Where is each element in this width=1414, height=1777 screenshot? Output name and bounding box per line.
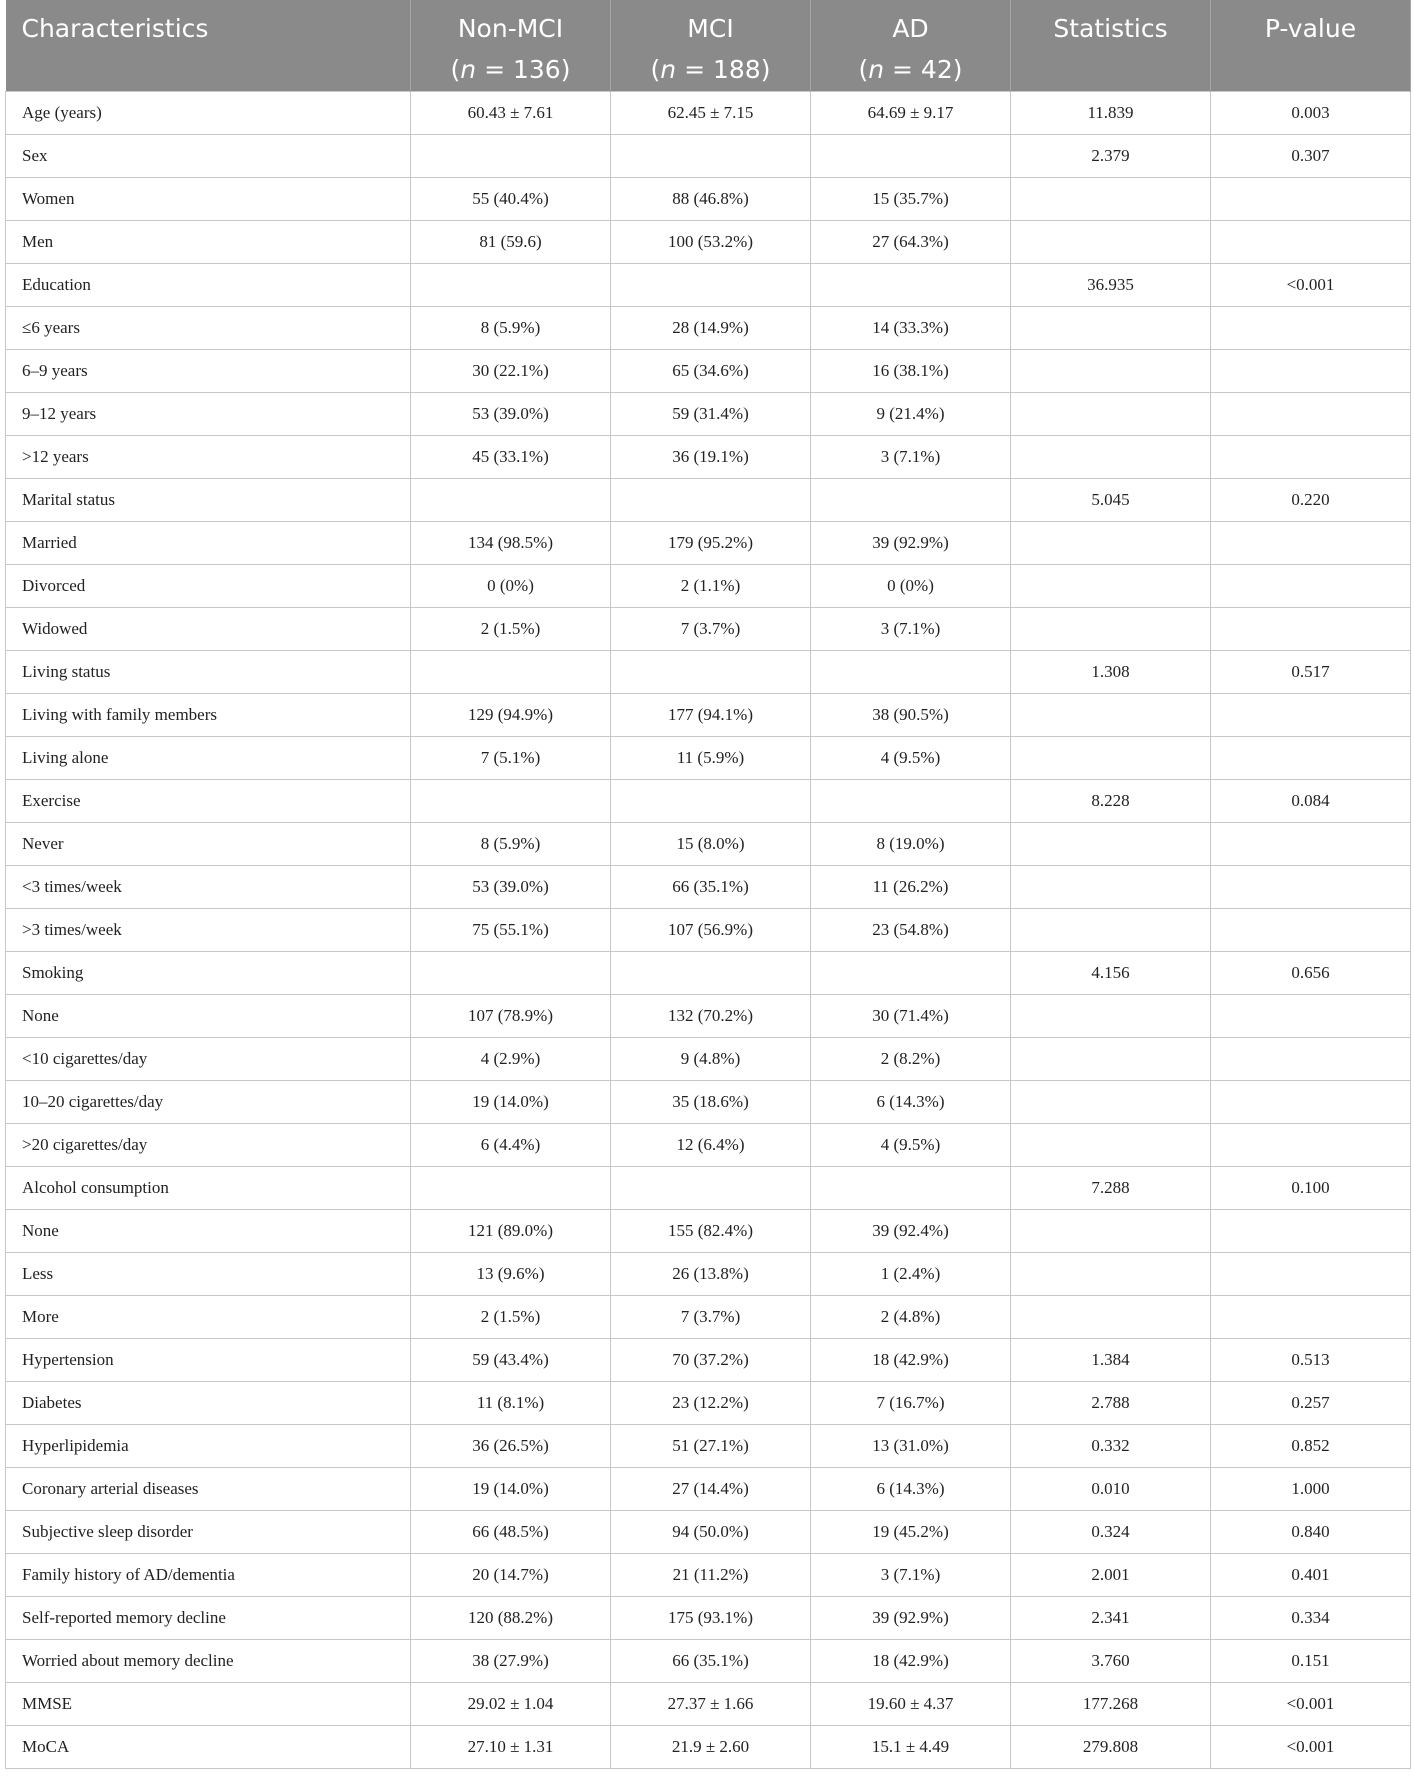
cell-p-value: 0.840 bbox=[1211, 1511, 1411, 1554]
cell-characteristic: Hypertension bbox=[6, 1339, 411, 1382]
cell-non-mci: 8 (5.9%) bbox=[411, 823, 611, 866]
cell-p-value: <0.001 bbox=[1211, 1726, 1411, 1769]
cell-characteristic: 9–12 years bbox=[6, 393, 411, 436]
cell-non-mci: 121 (89.0%) bbox=[411, 1210, 611, 1253]
cell-mci: 66 (35.1%) bbox=[611, 866, 811, 909]
cell-statistics: 11.839 bbox=[1011, 92, 1211, 135]
cell-ad: 39 (92.9%) bbox=[811, 1597, 1011, 1640]
header-row bbox=[6, 0, 1411, 57]
cell-ad bbox=[811, 1167, 1011, 1210]
cell-characteristic: Never bbox=[6, 823, 411, 866]
cell-characteristic: Divorced bbox=[6, 565, 411, 608]
cell-ad bbox=[811, 479, 1011, 522]
cell-statistics: 2.788 bbox=[1011, 1382, 1211, 1425]
cell-non-mci: 55 (40.4%) bbox=[411, 178, 611, 221]
cell-non-mci: 30 (22.1%) bbox=[411, 350, 611, 393]
cell-ad: 0 (0%) bbox=[811, 565, 1011, 608]
cell-mci bbox=[611, 264, 811, 307]
table-row bbox=[6, 135, 1411, 178]
table-row bbox=[6, 952, 1411, 995]
cell-characteristic: Exercise bbox=[6, 780, 411, 823]
cell-characteristic: None bbox=[6, 995, 411, 1038]
table-row bbox=[6, 522, 1411, 565]
cell-mci: 88 (46.8%) bbox=[611, 178, 811, 221]
table-row bbox=[6, 780, 1411, 823]
table-row bbox=[6, 393, 1411, 436]
cell-statistics: 2.379 bbox=[1011, 135, 1211, 178]
table-row bbox=[6, 1554, 1411, 1597]
cell-mci: 35 (18.6%) bbox=[611, 1081, 811, 1124]
cell-mci: 9 (4.8%) bbox=[611, 1038, 811, 1081]
cell-statistics bbox=[1011, 608, 1211, 651]
cell-mci bbox=[611, 780, 811, 823]
cell-ad: 23 (54.8%) bbox=[811, 909, 1011, 952]
cell-mci: 70 (37.2%) bbox=[611, 1339, 811, 1382]
characteristics-table-container bbox=[5, 0, 1410, 1769]
cell-non-mci: 129 (94.9%) bbox=[411, 694, 611, 737]
cell-characteristic: >20 cigarettes/day bbox=[6, 1124, 411, 1167]
cell-non-mci: 20 (14.7%) bbox=[411, 1554, 611, 1597]
cell-characteristic: ≤6 years bbox=[6, 307, 411, 350]
cell-non-mci: 19 (14.0%) bbox=[411, 1081, 611, 1124]
cell-ad: 14 (33.3%) bbox=[811, 307, 1011, 350]
cell-ad: 30 (71.4%) bbox=[811, 995, 1011, 1038]
table-row bbox=[6, 1124, 1411, 1167]
cell-characteristic: >3 times/week bbox=[6, 909, 411, 952]
cell-statistics bbox=[1011, 1038, 1211, 1081]
cell-characteristic: None bbox=[6, 1210, 411, 1253]
cell-non-mci bbox=[411, 264, 611, 307]
cell-p-value: 0.220 bbox=[1211, 479, 1411, 522]
cell-statistics: 279.808 bbox=[1011, 1726, 1211, 1769]
table-row bbox=[6, 178, 1411, 221]
cell-non-mci: 59 (43.4%) bbox=[411, 1339, 611, 1382]
cell-non-mci: 7 (5.1%) bbox=[411, 737, 611, 780]
cell-p-value: <0.001 bbox=[1211, 264, 1411, 307]
cell-p-value: <0.001 bbox=[1211, 1683, 1411, 1726]
cell-ad: 2 (8.2%) bbox=[811, 1038, 1011, 1081]
cell-statistics bbox=[1011, 694, 1211, 737]
cell-ad: 19 (45.2%) bbox=[811, 1511, 1011, 1554]
cell-mci: 177 (94.1%) bbox=[611, 694, 811, 737]
cell-p-value: 0.084 bbox=[1211, 780, 1411, 823]
cell-non-mci: 13 (9.6%) bbox=[411, 1253, 611, 1296]
table-row bbox=[6, 1597, 1411, 1640]
cell-p-value: 0.151 bbox=[1211, 1640, 1411, 1683]
cell-characteristic: Education bbox=[6, 264, 411, 307]
cell-characteristic: Coronary arterial diseases bbox=[6, 1468, 411, 1511]
header-blank-cell bbox=[1011, 57, 1211, 92]
cell-non-mci: 6 (4.4%) bbox=[411, 1124, 611, 1167]
cell-mci: 27 (14.4%) bbox=[611, 1468, 811, 1511]
cell-mci: 21.9 ± 2.60 bbox=[611, 1726, 811, 1769]
cell-ad: 11 (26.2%) bbox=[811, 866, 1011, 909]
cell-statistics bbox=[1011, 178, 1211, 221]
cell-statistics bbox=[1011, 393, 1211, 436]
cell-ad: 6 (14.3%) bbox=[811, 1468, 1011, 1511]
cell-non-mci: 27.10 ± 1.31 bbox=[411, 1726, 611, 1769]
cell-statistics bbox=[1011, 909, 1211, 952]
header-n-ad: (n = 42) bbox=[811, 57, 1011, 92]
table-row bbox=[6, 1640, 1411, 1683]
cell-ad bbox=[811, 264, 1011, 307]
cell-characteristic: Worried about memory decline bbox=[6, 1640, 411, 1683]
cell-characteristic: Men bbox=[6, 221, 411, 264]
cell-ad: 18 (42.9%) bbox=[811, 1339, 1011, 1382]
cell-mci: 132 (70.2%) bbox=[611, 995, 811, 1038]
cell-p-value: 0.307 bbox=[1211, 135, 1411, 178]
cell-p-value bbox=[1211, 1124, 1411, 1167]
header-n-mci: (n = 188) bbox=[611, 57, 811, 92]
cell-ad bbox=[811, 135, 1011, 178]
cell-non-mci: 2 (1.5%) bbox=[411, 608, 611, 651]
cell-p-value bbox=[1211, 221, 1411, 264]
table-row bbox=[6, 1081, 1411, 1124]
cell-p-value bbox=[1211, 909, 1411, 952]
cell-p-value bbox=[1211, 1210, 1411, 1253]
table-row bbox=[6, 995, 1411, 1038]
table-row bbox=[6, 651, 1411, 694]
table-row bbox=[6, 1038, 1411, 1081]
cell-statistics: 3.760 bbox=[1011, 1640, 1211, 1683]
cell-ad: 16 (38.1%) bbox=[811, 350, 1011, 393]
cell-non-mci: 29.02 ± 1.04 bbox=[411, 1683, 611, 1726]
cell-non-mci: 134 (98.5%) bbox=[411, 522, 611, 565]
cell-statistics bbox=[1011, 1124, 1211, 1167]
header-n-non-mci: (n = 136) bbox=[411, 57, 611, 92]
cell-statistics bbox=[1011, 737, 1211, 780]
table-row bbox=[6, 1167, 1411, 1210]
cell-mci: 11 (5.9%) bbox=[611, 737, 811, 780]
cell-statistics: 1.308 bbox=[1011, 651, 1211, 694]
cell-statistics bbox=[1011, 565, 1211, 608]
cell-statistics bbox=[1011, 1210, 1211, 1253]
cell-mci: 15 (8.0%) bbox=[611, 823, 811, 866]
cell-ad: 3 (7.1%) bbox=[811, 608, 1011, 651]
cell-non-mci: 0 (0%) bbox=[411, 565, 611, 608]
cell-ad: 9 (21.4%) bbox=[811, 393, 1011, 436]
cell-p-value bbox=[1211, 995, 1411, 1038]
cell-non-mci: 66 (48.5%) bbox=[411, 1511, 611, 1554]
cell-ad: 64.69 ± 9.17 bbox=[811, 92, 1011, 135]
cell-characteristic: Living with family members bbox=[6, 694, 411, 737]
cell-characteristic: <3 times/week bbox=[6, 866, 411, 909]
cell-statistics: 0.010 bbox=[1011, 1468, 1211, 1511]
cell-p-value: 0.257 bbox=[1211, 1382, 1411, 1425]
cell-mci: 51 (27.1%) bbox=[611, 1425, 811, 1468]
cell-mci: 107 (56.9%) bbox=[611, 909, 811, 952]
cell-non-mci bbox=[411, 780, 611, 823]
cell-ad bbox=[811, 780, 1011, 823]
cell-statistics: 7.288 bbox=[1011, 1167, 1211, 1210]
cell-p-value bbox=[1211, 1081, 1411, 1124]
table-row bbox=[6, 479, 1411, 522]
table-header bbox=[6, 0, 1411, 92]
cell-mci bbox=[611, 952, 811, 995]
header-mci: MCI bbox=[611, 0, 811, 57]
cell-ad: 6 (14.3%) bbox=[811, 1081, 1011, 1124]
table-row bbox=[6, 694, 1411, 737]
header-blank-cell bbox=[1211, 57, 1411, 92]
cell-ad: 4 (9.5%) bbox=[811, 1124, 1011, 1167]
cell-non-mci bbox=[411, 1167, 611, 1210]
cell-ad bbox=[811, 952, 1011, 995]
cell-non-mci: 19 (14.0%) bbox=[411, 1468, 611, 1511]
cell-p-value: 1.000 bbox=[1211, 1468, 1411, 1511]
cell-characteristic: MMSE bbox=[6, 1683, 411, 1726]
cell-characteristic: Hyperlipidemia bbox=[6, 1425, 411, 1468]
cell-mci: 65 (34.6%) bbox=[611, 350, 811, 393]
cell-mci bbox=[611, 479, 811, 522]
table-row bbox=[6, 1726, 1411, 1769]
cell-p-value bbox=[1211, 307, 1411, 350]
cell-statistics bbox=[1011, 866, 1211, 909]
header-non-mci: Non-MCI bbox=[411, 0, 611, 57]
table-row bbox=[6, 737, 1411, 780]
cell-ad: 18 (42.9%) bbox=[811, 1640, 1011, 1683]
table-row bbox=[6, 608, 1411, 651]
cell-ad: 39 (92.9%) bbox=[811, 522, 1011, 565]
cell-mci bbox=[611, 135, 811, 178]
cell-non-mci bbox=[411, 952, 611, 995]
header-statistics: Statistics bbox=[1011, 0, 1211, 57]
cell-statistics bbox=[1011, 995, 1211, 1038]
cell-characteristic: Family history of AD/dementia bbox=[6, 1554, 411, 1597]
table-row bbox=[6, 264, 1411, 307]
cell-statistics: 2.341 bbox=[1011, 1597, 1211, 1640]
cell-statistics: 0.324 bbox=[1011, 1511, 1211, 1554]
cell-characteristic: <10 cigarettes/day bbox=[6, 1038, 411, 1081]
header-blank-cell bbox=[6, 57, 411, 92]
cell-mci: 27.37 ± 1.66 bbox=[611, 1683, 811, 1726]
cell-mci: 26 (13.8%) bbox=[611, 1253, 811, 1296]
table-row bbox=[6, 823, 1411, 866]
cell-characteristic: MoCA bbox=[6, 1726, 411, 1769]
table-row bbox=[6, 909, 1411, 952]
cell-mci: 2 (1.1%) bbox=[611, 565, 811, 608]
table-row bbox=[6, 1425, 1411, 1468]
cell-ad: 15 (35.7%) bbox=[811, 178, 1011, 221]
cell-statistics: 4.156 bbox=[1011, 952, 1211, 995]
cell-statistics bbox=[1011, 1081, 1211, 1124]
cell-characteristic: Women bbox=[6, 178, 411, 221]
table-row bbox=[6, 1296, 1411, 1339]
cell-characteristic: 6–9 years bbox=[6, 350, 411, 393]
cell-mci: 175 (93.1%) bbox=[611, 1597, 811, 1640]
table-row bbox=[6, 1468, 1411, 1511]
cell-p-value bbox=[1211, 694, 1411, 737]
cell-characteristic: More bbox=[6, 1296, 411, 1339]
cell-characteristic: Age (years) bbox=[6, 92, 411, 135]
table-row bbox=[6, 1683, 1411, 1726]
cell-characteristic: Alcohol consumption bbox=[6, 1167, 411, 1210]
cell-non-mci: 60.43 ± 7.61 bbox=[411, 92, 611, 135]
cell-non-mci: 81 (59.6) bbox=[411, 221, 611, 264]
cell-ad: 39 (92.4%) bbox=[811, 1210, 1011, 1253]
cell-p-value bbox=[1211, 522, 1411, 565]
cell-mci: 12 (6.4%) bbox=[611, 1124, 811, 1167]
cell-statistics bbox=[1011, 1296, 1211, 1339]
cell-p-value bbox=[1211, 565, 1411, 608]
cell-mci: 21 (11.2%) bbox=[611, 1554, 811, 1597]
table-row bbox=[6, 1511, 1411, 1554]
cell-p-value: 0.852 bbox=[1211, 1425, 1411, 1468]
cell-p-value: 0.656 bbox=[1211, 952, 1411, 995]
cell-p-value bbox=[1211, 1038, 1411, 1081]
cell-mci: 155 (82.4%) bbox=[611, 1210, 811, 1253]
cell-statistics: 177.268 bbox=[1011, 1683, 1211, 1726]
cell-non-mci: 2 (1.5%) bbox=[411, 1296, 611, 1339]
table-row bbox=[6, 565, 1411, 608]
table-row bbox=[6, 92, 1411, 135]
cell-mci: 62.45 ± 7.15 bbox=[611, 92, 811, 135]
cell-characteristic: 10–20 cigarettes/day bbox=[6, 1081, 411, 1124]
table-row bbox=[6, 350, 1411, 393]
cell-non-mci: 120 (88.2%) bbox=[411, 1597, 611, 1640]
cell-characteristic: Married bbox=[6, 522, 411, 565]
cell-p-value bbox=[1211, 178, 1411, 221]
cell-ad: 3 (7.1%) bbox=[811, 436, 1011, 479]
cell-ad: 8 (19.0%) bbox=[811, 823, 1011, 866]
cell-p-value bbox=[1211, 866, 1411, 909]
cell-p-value bbox=[1211, 608, 1411, 651]
cell-p-value bbox=[1211, 737, 1411, 780]
cell-non-mci: 8 (5.9%) bbox=[411, 307, 611, 350]
cell-mci: 179 (95.2%) bbox=[611, 522, 811, 565]
cell-ad: 1 (2.4%) bbox=[811, 1253, 1011, 1296]
cell-ad: 4 (9.5%) bbox=[811, 737, 1011, 780]
cell-characteristic: Diabetes bbox=[6, 1382, 411, 1425]
header-characteristics: Characteristics bbox=[6, 0, 411, 57]
cell-characteristic: Subjective sleep disorder bbox=[6, 1511, 411, 1554]
cell-non-mci: 53 (39.0%) bbox=[411, 866, 611, 909]
header-ad: AD bbox=[811, 0, 1011, 57]
table-row bbox=[6, 866, 1411, 909]
cell-mci: 66 (35.1%) bbox=[611, 1640, 811, 1683]
cell-statistics bbox=[1011, 1253, 1211, 1296]
cell-statistics: 0.332 bbox=[1011, 1425, 1211, 1468]
table-row bbox=[6, 1339, 1411, 1382]
cell-statistics bbox=[1011, 436, 1211, 479]
table-row bbox=[6, 221, 1411, 264]
cell-p-value bbox=[1211, 436, 1411, 479]
cell-characteristic: Living alone bbox=[6, 737, 411, 780]
cell-ad: 38 (90.5%) bbox=[811, 694, 1011, 737]
cell-p-value: 0.517 bbox=[1211, 651, 1411, 694]
cell-characteristic: >12 years bbox=[6, 436, 411, 479]
cell-mci: 36 (19.1%) bbox=[611, 436, 811, 479]
cell-mci: 23 (12.2%) bbox=[611, 1382, 811, 1425]
cell-statistics: 2.001 bbox=[1011, 1554, 1211, 1597]
characteristics-table bbox=[5, 0, 1411, 1769]
cell-statistics bbox=[1011, 350, 1211, 393]
table-row bbox=[6, 1382, 1411, 1425]
cell-characteristic: Smoking bbox=[6, 952, 411, 995]
table-row bbox=[6, 436, 1411, 479]
cell-characteristic: Sex bbox=[6, 135, 411, 178]
cell-ad: 27 (64.3%) bbox=[811, 221, 1011, 264]
cell-non-mci: 36 (26.5%) bbox=[411, 1425, 611, 1468]
cell-characteristic: Widowed bbox=[6, 608, 411, 651]
cell-mci bbox=[611, 1167, 811, 1210]
cell-mci: 59 (31.4%) bbox=[611, 393, 811, 436]
cell-p-value: 0.401 bbox=[1211, 1554, 1411, 1597]
cell-characteristic: Living status bbox=[6, 651, 411, 694]
cell-non-mci: 107 (78.9%) bbox=[411, 995, 611, 1038]
cell-characteristic: Self-reported memory decline bbox=[6, 1597, 411, 1640]
cell-statistics bbox=[1011, 307, 1211, 350]
cell-p-value: 0.513 bbox=[1211, 1339, 1411, 1382]
table-row bbox=[6, 1210, 1411, 1253]
cell-non-mci: 45 (33.1%) bbox=[411, 436, 611, 479]
table-row bbox=[6, 1253, 1411, 1296]
cell-non-mci bbox=[411, 479, 611, 522]
cell-mci: 7 (3.7%) bbox=[611, 608, 811, 651]
cell-non-mci bbox=[411, 135, 611, 178]
cell-ad: 2 (4.8%) bbox=[811, 1296, 1011, 1339]
cell-non-mci bbox=[411, 651, 611, 694]
cell-p-value: 0.003 bbox=[1211, 92, 1411, 135]
cell-ad: 7 (16.7%) bbox=[811, 1382, 1011, 1425]
cell-statistics: 1.384 bbox=[1011, 1339, 1211, 1382]
cell-non-mci: 75 (55.1%) bbox=[411, 909, 611, 952]
header-sample-size-row bbox=[6, 57, 1411, 92]
cell-p-value bbox=[1211, 823, 1411, 866]
table-row bbox=[6, 307, 1411, 350]
cell-ad: 3 (7.1%) bbox=[811, 1554, 1011, 1597]
cell-mci bbox=[611, 651, 811, 694]
header-p-value: P-value bbox=[1211, 0, 1411, 57]
cell-non-mci: 4 (2.9%) bbox=[411, 1038, 611, 1081]
cell-p-value: 0.100 bbox=[1211, 1167, 1411, 1210]
cell-non-mci: 38 (27.9%) bbox=[411, 1640, 611, 1683]
cell-statistics: 8.228 bbox=[1011, 780, 1211, 823]
cell-p-value bbox=[1211, 1253, 1411, 1296]
cell-p-value bbox=[1211, 350, 1411, 393]
cell-statistics bbox=[1011, 823, 1211, 866]
cell-mci: 94 (50.0%) bbox=[611, 1511, 811, 1554]
cell-p-value bbox=[1211, 1296, 1411, 1339]
cell-p-value: 0.334 bbox=[1211, 1597, 1411, 1640]
cell-ad: 15.1 ± 4.49 bbox=[811, 1726, 1011, 1769]
cell-mci: 28 (14.9%) bbox=[611, 307, 811, 350]
cell-non-mci: 11 (8.1%) bbox=[411, 1382, 611, 1425]
cell-characteristic: Marital status bbox=[6, 479, 411, 522]
cell-mci: 7 (3.7%) bbox=[611, 1296, 811, 1339]
cell-mci: 100 (53.2%) bbox=[611, 221, 811, 264]
cell-characteristic: Less bbox=[6, 1253, 411, 1296]
cell-ad: 13 (31.0%) bbox=[811, 1425, 1011, 1468]
cell-ad bbox=[811, 651, 1011, 694]
cell-statistics bbox=[1011, 221, 1211, 264]
table-body bbox=[6, 92, 1411, 1769]
cell-statistics: 5.045 bbox=[1011, 479, 1211, 522]
cell-non-mci: 53 (39.0%) bbox=[411, 393, 611, 436]
cell-p-value bbox=[1211, 393, 1411, 436]
cell-statistics bbox=[1011, 522, 1211, 565]
cell-statistics: 36.935 bbox=[1011, 264, 1211, 307]
cell-ad: 19.60 ± 4.37 bbox=[811, 1683, 1011, 1726]
